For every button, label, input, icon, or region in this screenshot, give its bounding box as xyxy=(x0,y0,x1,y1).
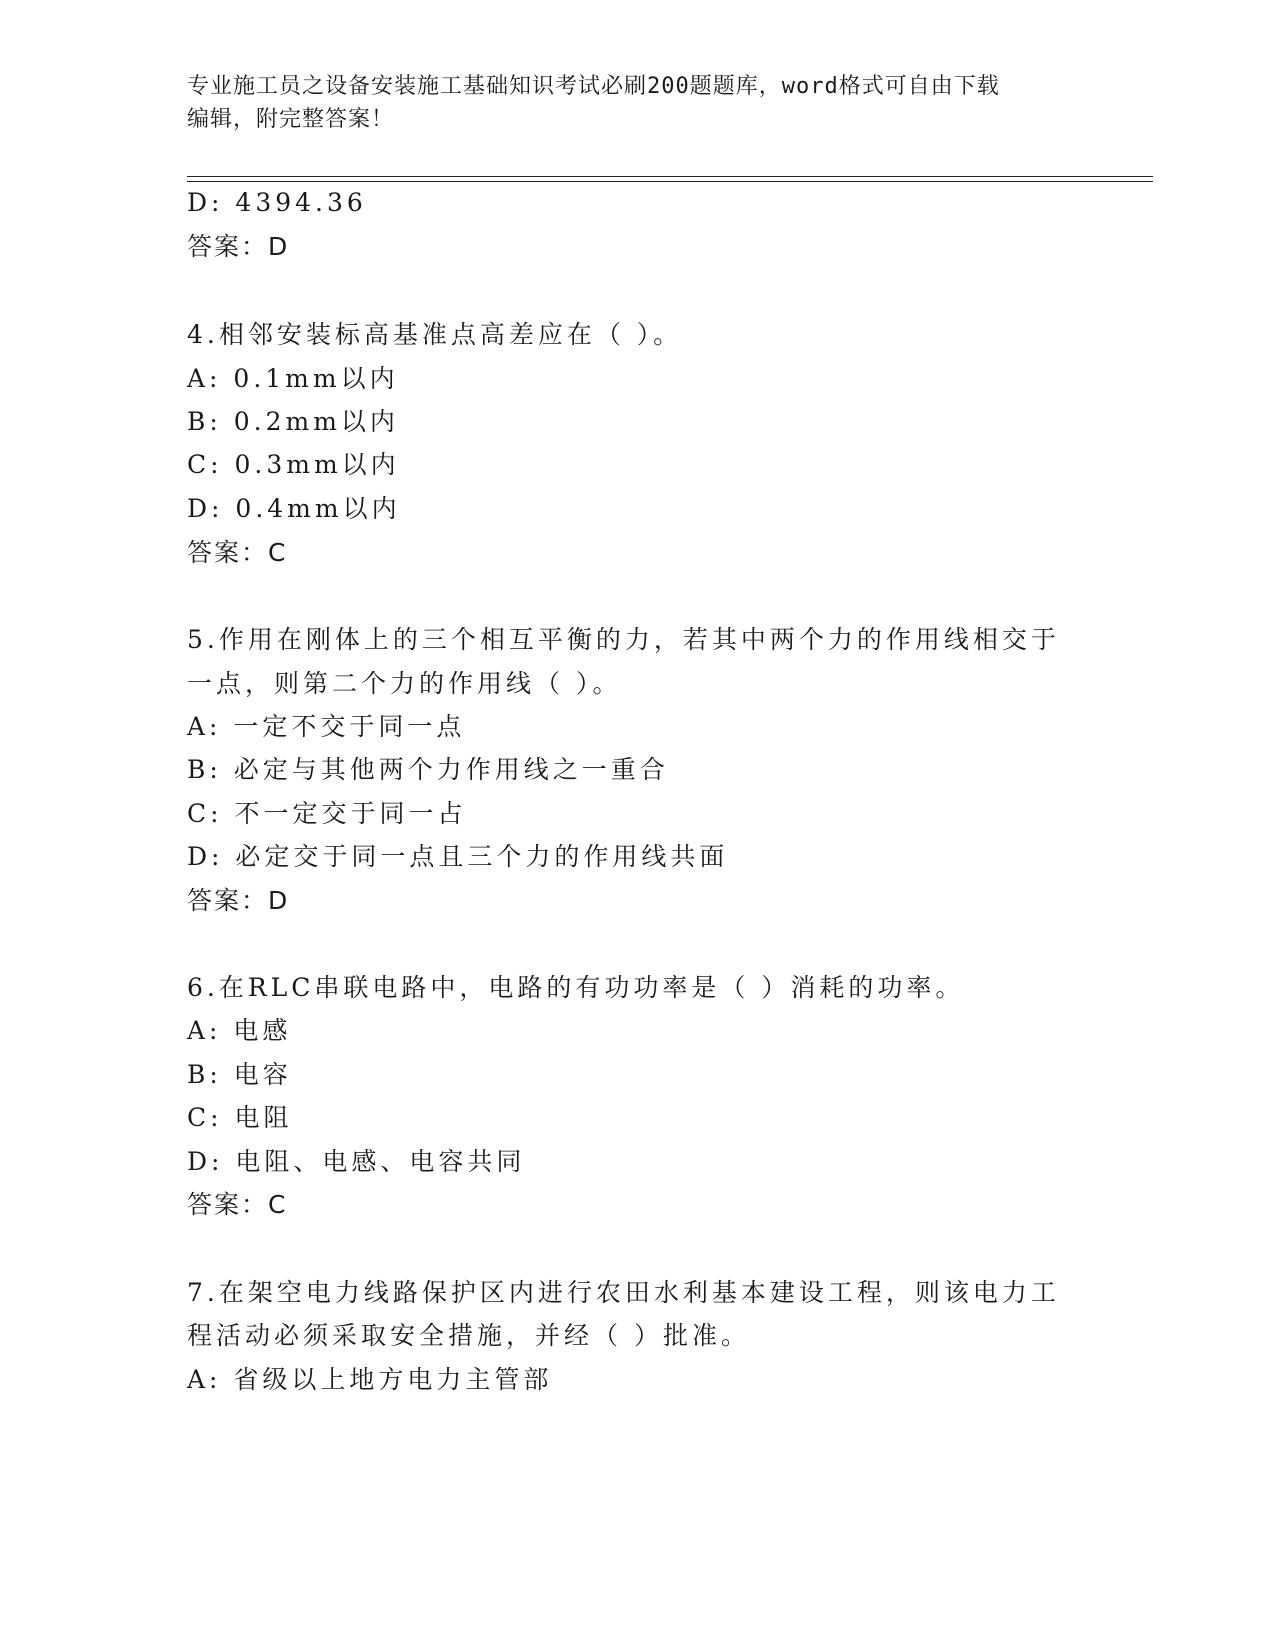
q6-option-c: C: 电阻 xyxy=(187,1103,293,1132)
q5-option-d: D: 必定交于同一点且三个力的作用线共面 xyxy=(187,842,729,871)
q6-stem: 6.在RLC串联电路中，电路的有功功率是（ ）消耗的功率。 xyxy=(187,973,965,1002)
header-title-line2: 编辑，附完整答案！ xyxy=(187,107,395,132)
header-divider-bottom xyxy=(187,181,1153,182)
q5-stem-line2: 一点，则第二个力的作用线（ ）。 xyxy=(187,669,622,698)
q4-option-b: B: 0.2mm以内 xyxy=(187,407,399,436)
q4-option-c: C: 0.3mm以内 xyxy=(187,450,400,479)
header-divider-top xyxy=(187,176,1153,177)
q4-option-d: D: 0.4mm以内 xyxy=(187,494,401,523)
q5-stem-line1: 5.作用在刚体上的三个相互平衡的力，若其中两个力的作用线相交于 xyxy=(187,625,1060,654)
q7-stem-line2: 程活动必须采取安全措施，并经（ ）批准。 xyxy=(187,1321,750,1350)
q3-answer: 答案：D xyxy=(187,232,290,261)
q6-option-a: A: 电感 xyxy=(187,1016,292,1045)
q6-answer: 答案：C xyxy=(187,1190,288,1219)
q5-option-b: B: 必定与其他两个力作用线之一重合 xyxy=(187,755,669,784)
q5-option-c: C: 不一定交于同一占 xyxy=(187,799,467,828)
document-header xyxy=(187,70,1087,136)
q5-answer: 答案：D xyxy=(187,886,290,915)
q4-stem: 4.相邻安装标高基准点高差应在（ ）。 xyxy=(187,320,683,349)
q7-stem-line1: 7.在架空电力线路保护区内进行农田水利基本建设工程，则该电力工 xyxy=(187,1278,1060,1307)
q3-option-d: D: 4394.36 xyxy=(187,188,367,217)
q6-option-d: D: 电阻、电感、电容共同 xyxy=(187,1147,526,1176)
q5-option-a: A: 一定不交于同一点 xyxy=(187,712,466,741)
q4-answer: 答案：C xyxy=(187,538,288,567)
q7-option-a: A: 省级以上地方电力主管部 xyxy=(187,1365,553,1394)
q4-option-a: A: 0.1mm以内 xyxy=(187,364,399,393)
header-title-line1: 专业施工员之设备安装施工基础知识考试必刷200题题库，word格式可自由下载 xyxy=(187,74,1000,99)
q6-option-b: B: 电容 xyxy=(187,1060,292,1089)
